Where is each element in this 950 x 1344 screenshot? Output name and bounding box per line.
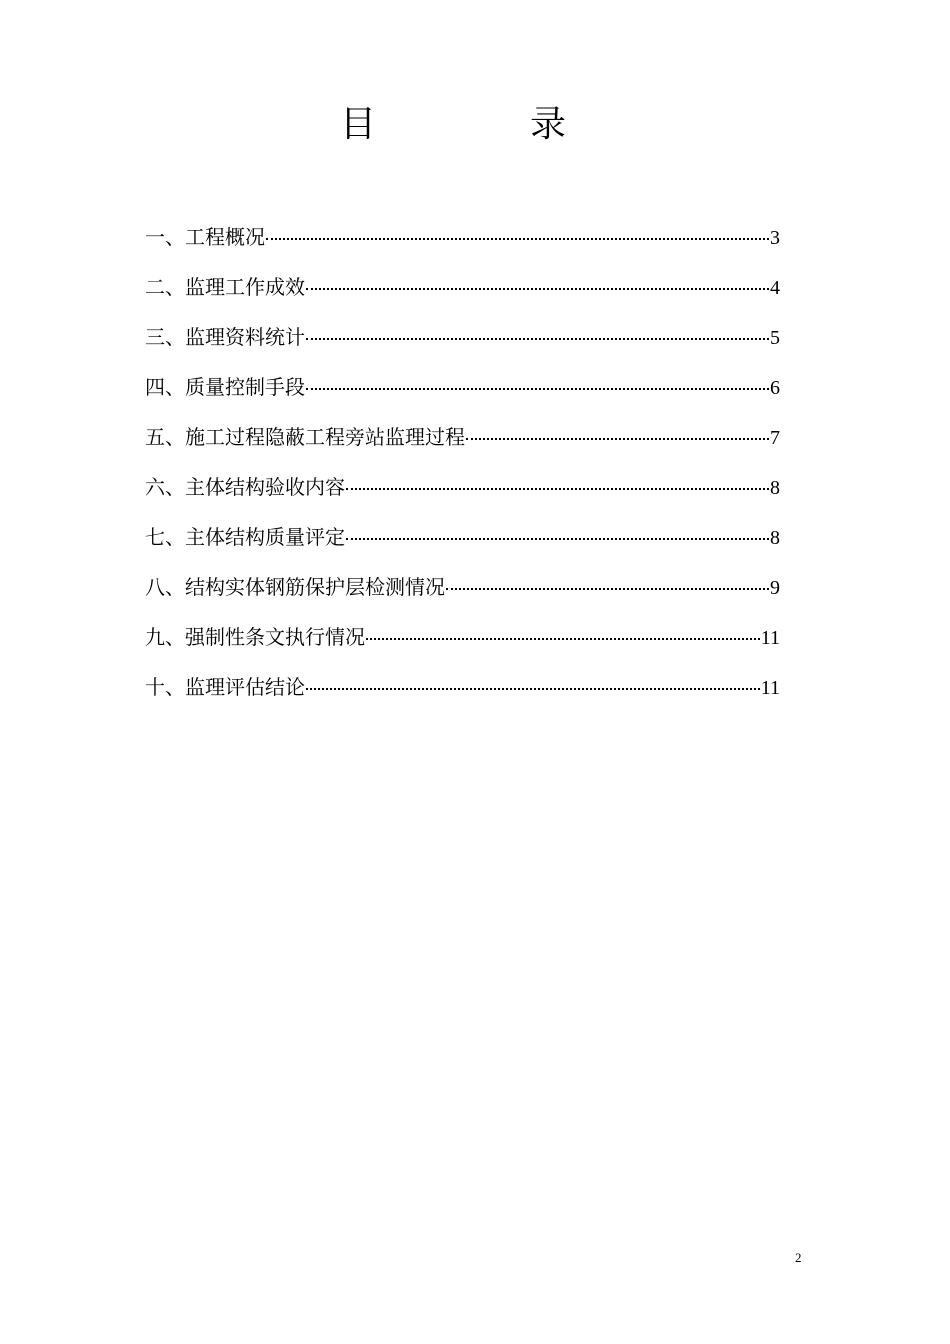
toc-entry-page: 9	[770, 577, 780, 599]
toc-entry[interactable]	[145, 620, 780, 670]
toc-entry-label: 四、质量控制手段	[145, 375, 305, 399]
toc-entry-page: 8	[770, 477, 780, 499]
toc-entry-page: 3	[770, 227, 780, 249]
toc-entry-label: 二、监理工作成效	[145, 275, 305, 299]
toc-entry-label: 七、主体结构质量评定	[145, 525, 345, 549]
toc-dot-leader	[466, 438, 769, 440]
toc-entry[interactable]	[145, 520, 780, 570]
toc-dot-leader	[306, 288, 769, 290]
toc-dot-leader	[446, 588, 769, 590]
toc-entry-label: 九、强制性条文执行情况	[145, 625, 365, 649]
page-title	[0, 100, 950, 150]
toc-dot-leader	[306, 388, 769, 390]
page-number: 2	[795, 1250, 802, 1265]
toc-dot-leader	[346, 538, 769, 540]
toc-dot-leader	[306, 688, 760, 690]
toc-entry-page: 4	[770, 277, 780, 299]
toc-entry[interactable]	[145, 420, 780, 470]
toc-entry-page: 8	[770, 527, 780, 549]
toc-entry[interactable]	[145, 670, 780, 720]
toc-entry-label: 六、主体结构验收内容	[145, 475, 345, 499]
toc-entry[interactable]	[145, 320, 780, 370]
title-char-2: 录	[530, 104, 567, 145]
toc-entry[interactable]	[145, 270, 780, 320]
toc-entry-label: 十、监理评估结论	[145, 675, 305, 699]
toc-entry[interactable]	[145, 470, 780, 520]
toc-entry-page: 11	[760, 677, 780, 699]
toc-entry[interactable]	[145, 220, 780, 270]
toc-entry-label: 一、工程概况	[145, 225, 265, 249]
toc-entry-label: 八、结构实体钢筋保护层检测情况	[145, 575, 445, 599]
toc-entry-label: 三、监理资料统计	[145, 325, 305, 349]
title-char-1: 目	[340, 104, 377, 145]
table-of-contents	[145, 220, 780, 720]
toc-entry-page: 6	[770, 377, 780, 399]
toc-entry-label: 五、施工过程隐蔽工程旁站监理过程	[145, 425, 465, 449]
toc-dot-leader	[366, 638, 760, 640]
toc-entry-page: 11	[760, 627, 780, 649]
toc-dot-leader	[346, 488, 769, 490]
toc-entry-page: 5	[770, 327, 780, 349]
toc-entry-page: 7	[770, 427, 780, 449]
toc-entry[interactable]	[145, 570, 780, 620]
toc-entry[interactable]	[145, 370, 780, 420]
toc-dot-leader	[306, 338, 769, 340]
toc-dot-leader	[266, 238, 769, 240]
